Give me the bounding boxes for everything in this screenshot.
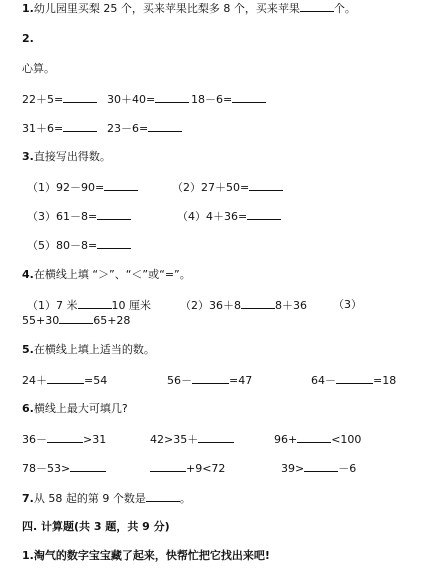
answer-blank[interactable]	[47, 432, 83, 443]
q3-item-3	[27, 209, 131, 224]
q4-item-3-label: （3）	[333, 298, 362, 311]
q3-item-4	[177, 209, 281, 224]
section-heading: 四. 计算题(共 3 题，共 9 分)	[22, 520, 170, 533]
right-operand: 8＋36	[275, 299, 307, 312]
expression: （3）61－8=	[27, 210, 98, 223]
answer-blank[interactable]	[47, 373, 84, 384]
question-number: 4.	[22, 268, 34, 281]
answer-blank[interactable]	[70, 461, 106, 472]
question-number: 6.	[22, 402, 34, 415]
right-operand: 10 厘米	[111, 299, 151, 312]
left-operand: （1）7 米	[27, 299, 78, 312]
right-operand: <100	[331, 433, 362, 446]
q5-item-1	[22, 373, 107, 388]
right-operand: >31	[83, 433, 107, 446]
q6-item-5	[150, 461, 225, 476]
expression: 18－6=	[191, 93, 233, 106]
question-text: 横线上最大可填几?	[33, 402, 128, 415]
left-operand: 24＋	[22, 374, 47, 387]
answer-blank[interactable]	[336, 373, 373, 384]
answer-blank[interactable]	[192, 373, 229, 384]
left-operand: 78－53>	[22, 462, 71, 475]
q5-item-2	[167, 373, 252, 388]
answer-blank[interactable]	[97, 238, 131, 249]
answer-blank[interactable]	[198, 432, 234, 443]
question-text: 直接写出得数。	[33, 150, 111, 163]
question-text: 从 58 起的第 9 个数是	[33, 492, 146, 505]
left-operand: 56－	[167, 374, 192, 387]
mental-item-2	[107, 92, 189, 107]
question-4-title	[22, 268, 191, 282]
answer-blank[interactable]	[232, 92, 266, 103]
right-operand: =54	[84, 374, 108, 387]
question-suffix: 个。	[333, 2, 356, 15]
q6-item-3	[274, 432, 361, 447]
answer-blank[interactable]	[63, 121, 97, 132]
answer-blank[interactable]	[148, 121, 182, 132]
left-operand: 55+30	[22, 314, 60, 327]
answer-blank[interactable]	[59, 313, 93, 324]
q3-item-5	[27, 238, 131, 253]
q6-item-4	[22, 461, 106, 476]
right-operand: =18	[373, 374, 397, 387]
mental-item-4	[22, 121, 97, 136]
question-suffix: 。	[179, 492, 191, 505]
right-operand: －6	[338, 462, 357, 475]
expression: 31＋6=	[22, 122, 64, 135]
left-operand: （2）36＋8	[180, 299, 241, 312]
question-number: 1.	[22, 2, 34, 15]
question-number: 3.	[22, 150, 34, 163]
question-number: 7.	[22, 492, 34, 505]
answer-blank[interactable]	[78, 298, 112, 309]
right-operand: +9<72	[186, 462, 226, 475]
left-operand: 39>	[281, 462, 305, 475]
answer-blank[interactable]	[155, 92, 189, 103]
answer-blank[interactable]	[249, 180, 283, 191]
question-2-number: 2.	[22, 32, 34, 45]
answer-blank[interactable]	[97, 209, 131, 220]
mental-item-5	[107, 121, 182, 136]
expression: （2）27＋50=	[172, 181, 250, 194]
question-1	[22, 1, 356, 16]
q3-item-2	[172, 180, 283, 195]
right-operand: =47	[229, 374, 253, 387]
question-text: 幼儿园里买梨 25 个，买来苹果比梨多 8 个，买来苹果	[33, 2, 300, 15]
left-operand: 42>35＋	[150, 433, 199, 446]
q6-item-2	[150, 432, 234, 447]
expression: （4）4＋36=	[177, 210, 248, 223]
question-text: 在横线上填 “＞”、“＜”或“=”。	[33, 268, 191, 281]
answer-blank[interactable]	[247, 209, 281, 220]
answer-blank[interactable]	[63, 92, 97, 103]
question-number: 5.	[22, 343, 34, 356]
expression: 30＋40=	[107, 93, 156, 106]
answer-blank[interactable]	[241, 298, 275, 309]
question-3-title	[22, 150, 111, 164]
expression: 23－6=	[107, 122, 149, 135]
q6-item-1	[22, 432, 106, 447]
expression: （5）80－8=	[27, 239, 98, 252]
expression: 22＋5=	[22, 93, 64, 106]
question-5-title	[22, 343, 155, 357]
q4-item-1	[27, 298, 151, 313]
q4-item-2	[180, 298, 307, 313]
mental-item-1	[22, 92, 97, 107]
answer-blank[interactable]	[150, 461, 186, 472]
question-number: 1.	[22, 549, 34, 562]
left-operand: 36－	[22, 433, 47, 446]
answer-blank[interactable]	[304, 461, 338, 472]
q4-item-3	[22, 313, 130, 328]
right-operand: 65+28	[93, 314, 131, 327]
answer-blank[interactable]	[104, 180, 138, 191]
q3-item-1	[27, 180, 138, 195]
section4-question-1	[22, 549, 270, 563]
question-text: 淘气的数字宝宝藏了起来，快帮忙把它找出来吧!	[33, 549, 270, 562]
left-operand: 96+	[274, 433, 298, 446]
question-7	[22, 491, 191, 506]
answer-blank[interactable]	[146, 491, 180, 502]
answer-blank[interactable]	[300, 1, 334, 12]
left-operand: 64－	[311, 374, 336, 387]
mental-math-label: 心算。	[22, 62, 55, 75]
mental-item-3	[191, 92, 266, 107]
q5-item-3	[311, 373, 396, 388]
question-text: 在横线上填上适当的数。	[33, 343, 155, 356]
question-6-title	[22, 402, 128, 416]
q6-item-6	[281, 461, 356, 476]
expression: （1）92－90=	[27, 181, 105, 194]
answer-blank[interactable]	[297, 432, 331, 443]
